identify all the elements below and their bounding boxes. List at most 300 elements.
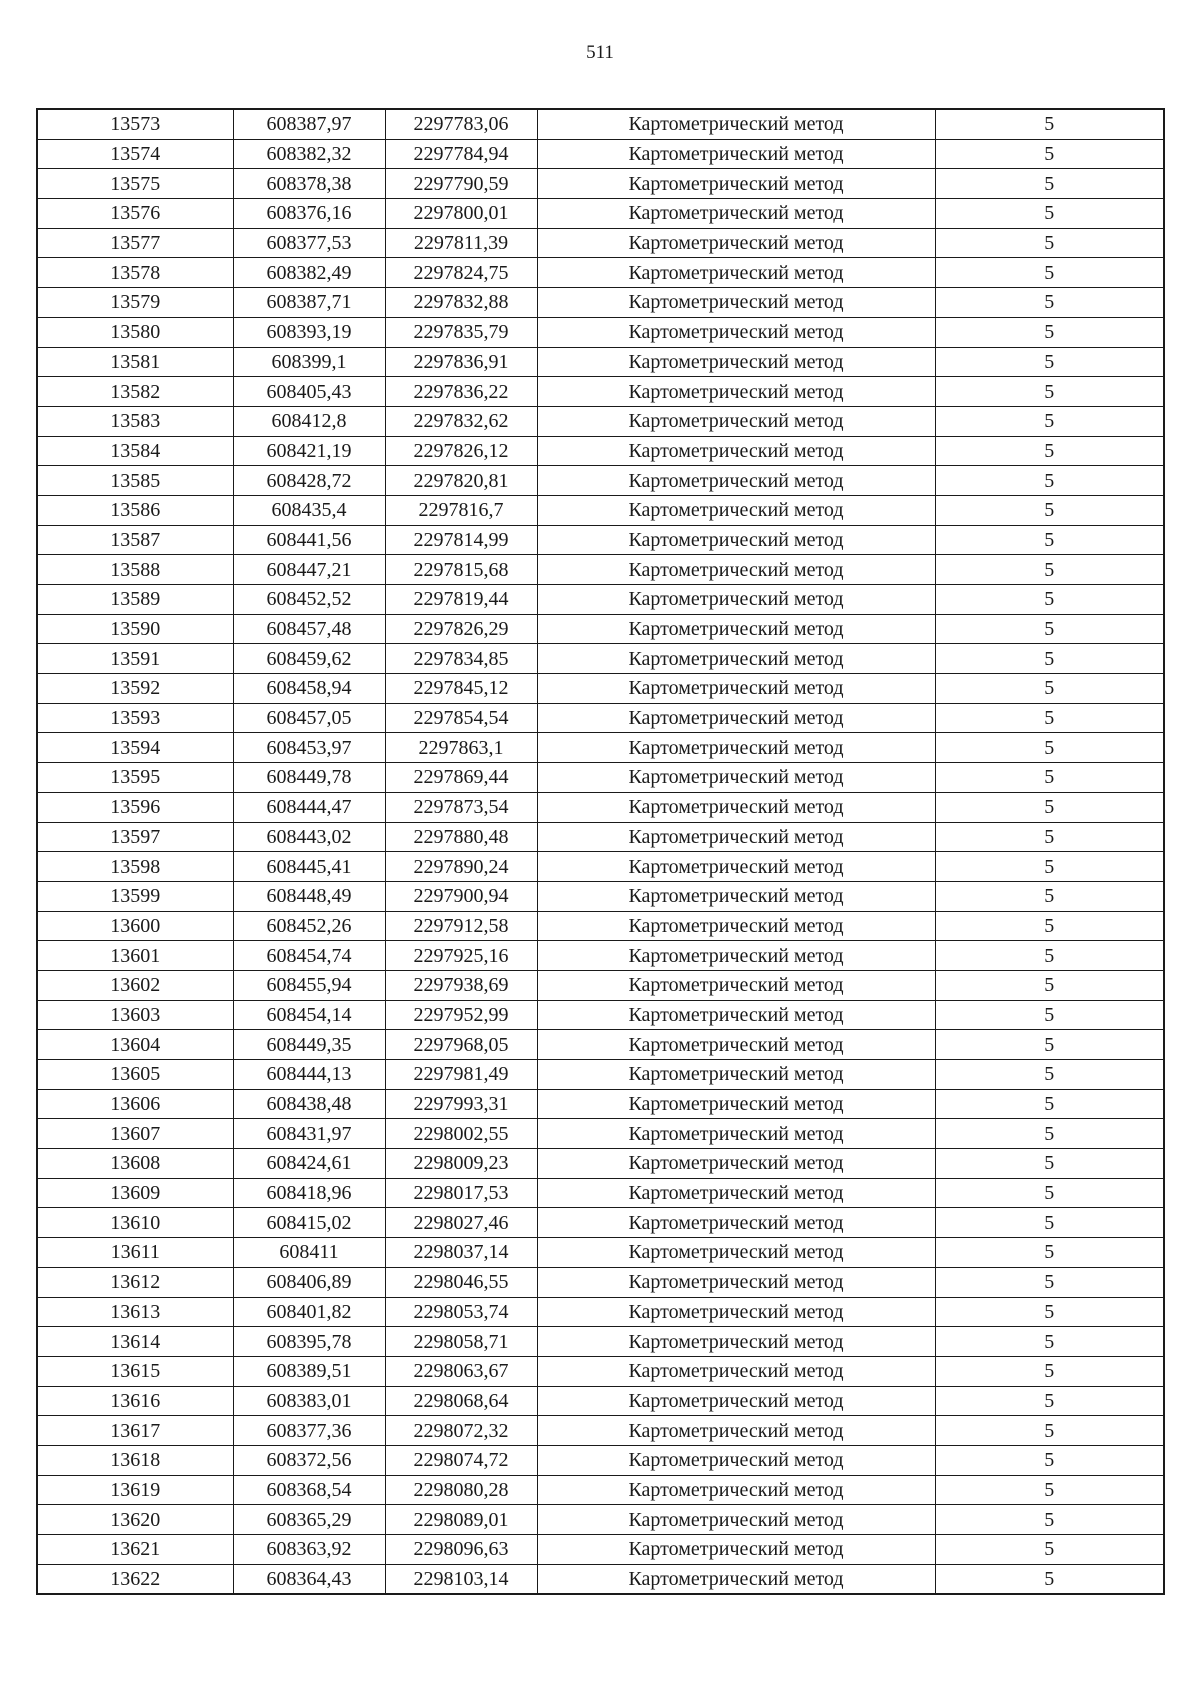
table-row: [37, 377, 1164, 407]
accuracy-cell: 5: [935, 347, 1164, 377]
table-row: [37, 941, 1164, 971]
method-cell: Картометрический метод: [537, 466, 935, 496]
accuracy-cell: 5: [935, 1208, 1164, 1238]
y-coordinate-cell: 2298037,14: [385, 1238, 537, 1268]
method-cell: Картометрический метод: [537, 763, 935, 793]
x-coordinate-cell: 608395,78: [233, 1327, 385, 1357]
coordinates-table: [36, 108, 1165, 1595]
x-coordinate-cell: 608455,94: [233, 970, 385, 1000]
point-number-cell: 13596: [37, 792, 233, 822]
accuracy-cell: 5: [935, 228, 1164, 258]
accuracy-cell: 5: [935, 139, 1164, 169]
table-row: [37, 1000, 1164, 1030]
table-row: [37, 822, 1164, 852]
x-coordinate-cell: 608383,01: [233, 1386, 385, 1416]
table-row: [37, 1386, 1164, 1416]
method-cell: Картометрический метод: [537, 169, 935, 199]
y-coordinate-cell: 2298053,74: [385, 1297, 537, 1327]
x-coordinate-cell: 608421,19: [233, 436, 385, 466]
x-coordinate-cell: 608363,92: [233, 1535, 385, 1565]
point-number-cell: 13580: [37, 317, 233, 347]
y-coordinate-cell: 2297832,62: [385, 406, 537, 436]
table-row: [37, 1475, 1164, 1505]
point-number-cell: 13575: [37, 169, 233, 199]
method-cell: Картометрический метод: [537, 288, 935, 318]
table-row: [37, 1208, 1164, 1238]
method-cell: Картометрический метод: [537, 1386, 935, 1416]
x-coordinate-cell: 608457,48: [233, 614, 385, 644]
y-coordinate-cell: 2298089,01: [385, 1505, 537, 1535]
method-cell: Картометрический метод: [537, 317, 935, 347]
method-cell: Картометрический метод: [537, 1297, 935, 1327]
x-coordinate-cell: 608424,61: [233, 1149, 385, 1179]
y-coordinate-cell: 2298027,46: [385, 1208, 537, 1238]
table-row: [37, 970, 1164, 1000]
x-coordinate-cell: 608448,49: [233, 881, 385, 911]
y-coordinate-cell: 2297952,99: [385, 1000, 537, 1030]
table-row: [37, 1119, 1164, 1149]
accuracy-cell: 5: [935, 792, 1164, 822]
x-coordinate-cell: 608405,43: [233, 377, 385, 407]
method-cell: Картометрический метод: [537, 1535, 935, 1565]
point-number-cell: 13602: [37, 970, 233, 1000]
point-number-cell: 13587: [37, 525, 233, 555]
point-number-cell: 13573: [37, 109, 233, 139]
table-row: [37, 169, 1164, 199]
point-number-cell: 13590: [37, 614, 233, 644]
y-coordinate-cell: 2298103,14: [385, 1564, 537, 1594]
y-coordinate-cell: 2297854,54: [385, 703, 537, 733]
table-row: [37, 1060, 1164, 1090]
method-cell: Картометрический метод: [537, 585, 935, 615]
x-coordinate-cell: 608365,29: [233, 1505, 385, 1535]
point-number-cell: 13621: [37, 1535, 233, 1565]
y-coordinate-cell: 2297912,58: [385, 911, 537, 941]
x-coordinate-cell: 608454,74: [233, 941, 385, 971]
y-coordinate-cell: 2297869,44: [385, 763, 537, 793]
point-number-cell: 13606: [37, 1089, 233, 1119]
accuracy-cell: 5: [935, 1267, 1164, 1297]
accuracy-cell: 5: [935, 674, 1164, 704]
point-number-cell: 13615: [37, 1356, 233, 1386]
point-number-cell: 13611: [37, 1238, 233, 1268]
x-coordinate-cell: 608452,26: [233, 911, 385, 941]
y-coordinate-cell: 2298017,53: [385, 1178, 537, 1208]
accuracy-cell: 5: [935, 1416, 1164, 1446]
x-coordinate-cell: 608418,96: [233, 1178, 385, 1208]
point-number-cell: 13608: [37, 1149, 233, 1179]
method-cell: Картометрический метод: [537, 733, 935, 763]
table-row: [37, 555, 1164, 585]
method-cell: Картометрический метод: [537, 703, 935, 733]
accuracy-cell: 5: [935, 614, 1164, 644]
x-coordinate-cell: 608458,94: [233, 674, 385, 704]
table-row: [37, 674, 1164, 704]
y-coordinate-cell: 2298074,72: [385, 1445, 537, 1475]
point-number-cell: 13589: [37, 585, 233, 615]
table-row: [37, 1564, 1164, 1594]
y-coordinate-cell: 2297890,24: [385, 852, 537, 882]
point-number-cell: 13578: [37, 258, 233, 288]
method-cell: Картометрический метод: [537, 822, 935, 852]
x-coordinate-cell: 608389,51: [233, 1356, 385, 1386]
accuracy-cell: 5: [935, 1445, 1164, 1475]
accuracy-cell: 5: [935, 1178, 1164, 1208]
y-coordinate-cell: 2297826,29: [385, 614, 537, 644]
accuracy-cell: 5: [935, 1327, 1164, 1357]
y-coordinate-cell: 2298096,63: [385, 1535, 537, 1565]
table-row: [37, 1356, 1164, 1386]
accuracy-cell: 5: [935, 941, 1164, 971]
x-coordinate-cell: 608441,56: [233, 525, 385, 555]
y-coordinate-cell: 2297826,12: [385, 436, 537, 466]
method-cell: Картометрический метод: [537, 1178, 935, 1208]
table-row: [37, 763, 1164, 793]
method-cell: Картометрический метод: [537, 792, 935, 822]
x-coordinate-cell: 608382,32: [233, 139, 385, 169]
x-coordinate-cell: 608368,54: [233, 1475, 385, 1505]
accuracy-cell: 5: [935, 1000, 1164, 1030]
point-number-cell: 13591: [37, 644, 233, 674]
method-cell: Картометрический метод: [537, 1060, 935, 1090]
method-cell: Картометрический метод: [537, 644, 935, 674]
accuracy-cell: 5: [935, 495, 1164, 525]
point-number-cell: 13583: [37, 406, 233, 436]
y-coordinate-cell: 2297981,49: [385, 1060, 537, 1090]
point-number-cell: 13600: [37, 911, 233, 941]
y-coordinate-cell: 2298072,32: [385, 1416, 537, 1446]
y-coordinate-cell: 2297820,81: [385, 466, 537, 496]
x-coordinate-cell: 608452,52: [233, 585, 385, 615]
coordinates-table-body: [37, 109, 1164, 1594]
point-number-cell: 13620: [37, 1505, 233, 1535]
accuracy-cell: 5: [935, 1060, 1164, 1090]
x-coordinate-cell: 608399,1: [233, 347, 385, 377]
method-cell: Картометрический метод: [537, 1238, 935, 1268]
point-number-cell: 13610: [37, 1208, 233, 1238]
y-coordinate-cell: 2297784,94: [385, 139, 537, 169]
point-number-cell: 13609: [37, 1178, 233, 1208]
point-number-cell: 13613: [37, 1297, 233, 1327]
y-coordinate-cell: 2297816,7: [385, 495, 537, 525]
x-coordinate-cell: 608382,49: [233, 258, 385, 288]
y-coordinate-cell: 2297938,69: [385, 970, 537, 1000]
method-cell: Картометрический метод: [537, 1505, 935, 1535]
x-coordinate-cell: 608435,4: [233, 495, 385, 525]
accuracy-cell: 5: [935, 466, 1164, 496]
accuracy-cell: 5: [935, 881, 1164, 911]
point-number-cell: 13617: [37, 1416, 233, 1446]
accuracy-cell: 5: [935, 1149, 1164, 1179]
accuracy-cell: 5: [935, 377, 1164, 407]
table-row: [37, 525, 1164, 555]
x-coordinate-cell: 608438,48: [233, 1089, 385, 1119]
y-coordinate-cell: 2297968,05: [385, 1030, 537, 1060]
point-number-cell: 13612: [37, 1267, 233, 1297]
accuracy-cell: 5: [935, 317, 1164, 347]
y-coordinate-cell: 2297836,91: [385, 347, 537, 377]
table-row: [37, 406, 1164, 436]
method-cell: Картометрический метод: [537, 228, 935, 258]
y-coordinate-cell: 2297993,31: [385, 1089, 537, 1119]
y-coordinate-cell: 2297819,44: [385, 585, 537, 615]
table-row: [37, 109, 1164, 139]
accuracy-cell: 5: [935, 109, 1164, 139]
x-coordinate-cell: 608449,35: [233, 1030, 385, 1060]
accuracy-cell: 5: [935, 1356, 1164, 1386]
accuracy-cell: 5: [935, 970, 1164, 1000]
y-coordinate-cell: 2297900,94: [385, 881, 537, 911]
method-cell: Картометрический метод: [537, 970, 935, 1000]
accuracy-cell: 5: [935, 733, 1164, 763]
x-coordinate-cell: 608415,02: [233, 1208, 385, 1238]
method-cell: Картометрический метод: [537, 555, 935, 585]
accuracy-cell: 5: [935, 1297, 1164, 1327]
table-row: [37, 1238, 1164, 1268]
accuracy-cell: 5: [935, 703, 1164, 733]
accuracy-cell: 5: [935, 1386, 1164, 1416]
x-coordinate-cell: 608406,89: [233, 1267, 385, 1297]
point-number-cell: 13622: [37, 1564, 233, 1594]
x-coordinate-cell: 608364,43: [233, 1564, 385, 1594]
y-coordinate-cell: 2297815,68: [385, 555, 537, 585]
point-number-cell: 13579: [37, 288, 233, 318]
method-cell: Картометрический метод: [537, 852, 935, 882]
method-cell: Картометрический метод: [537, 674, 935, 704]
method-cell: Картометрический метод: [537, 347, 935, 377]
accuracy-cell: 5: [935, 555, 1164, 585]
y-coordinate-cell: 2297790,59: [385, 169, 537, 199]
point-number-cell: 13585: [37, 466, 233, 496]
x-coordinate-cell: 608444,47: [233, 792, 385, 822]
point-number-cell: 13605: [37, 1060, 233, 1090]
point-number-cell: 13592: [37, 674, 233, 704]
x-coordinate-cell: 608412,8: [233, 406, 385, 436]
point-number-cell: 13614: [37, 1327, 233, 1357]
y-coordinate-cell: 2297783,06: [385, 109, 537, 139]
point-number-cell: 13603: [37, 1000, 233, 1030]
x-coordinate-cell: 608443,02: [233, 822, 385, 852]
point-number-cell: 13597: [37, 822, 233, 852]
method-cell: Картометрический метод: [537, 1416, 935, 1446]
table-row: [37, 347, 1164, 377]
x-coordinate-cell: 608454,14: [233, 1000, 385, 1030]
y-coordinate-cell: 2298009,23: [385, 1149, 537, 1179]
x-coordinate-cell: 608377,53: [233, 228, 385, 258]
method-cell: Картометрический метод: [537, 436, 935, 466]
point-number-cell: 13619: [37, 1475, 233, 1505]
table-row: [37, 466, 1164, 496]
x-coordinate-cell: 608411: [233, 1238, 385, 1268]
y-coordinate-cell: 2297880,48: [385, 822, 537, 852]
method-cell: Картометрический метод: [537, 1267, 935, 1297]
table-row: [37, 1267, 1164, 1297]
point-number-cell: 13594: [37, 733, 233, 763]
table-row: [37, 1030, 1164, 1060]
accuracy-cell: 5: [935, 258, 1164, 288]
y-coordinate-cell: 2297925,16: [385, 941, 537, 971]
y-coordinate-cell: 2297800,01: [385, 199, 537, 229]
x-coordinate-cell: 608459,62: [233, 644, 385, 674]
accuracy-cell: 5: [935, 288, 1164, 318]
method-cell: Картометрический метод: [537, 1445, 935, 1475]
y-coordinate-cell: 2297811,39: [385, 228, 537, 258]
table-row: [37, 644, 1164, 674]
y-coordinate-cell: 2297834,85: [385, 644, 537, 674]
y-coordinate-cell: 2298068,64: [385, 1386, 537, 1416]
y-coordinate-cell: 2297824,75: [385, 258, 537, 288]
point-number-cell: 13601: [37, 941, 233, 971]
y-coordinate-cell: 2298080,28: [385, 1475, 537, 1505]
table-row: [37, 703, 1164, 733]
y-coordinate-cell: 2298002,55: [385, 1119, 537, 1149]
point-number-cell: 13576: [37, 199, 233, 229]
x-coordinate-cell: 608457,05: [233, 703, 385, 733]
accuracy-cell: 5: [935, 406, 1164, 436]
x-coordinate-cell: 608387,71: [233, 288, 385, 318]
y-coordinate-cell: 2297814,99: [385, 525, 537, 555]
y-coordinate-cell: 2297873,54: [385, 792, 537, 822]
y-coordinate-cell: 2297836,22: [385, 377, 537, 407]
x-coordinate-cell: 608447,21: [233, 555, 385, 585]
y-coordinate-cell: 2297845,12: [385, 674, 537, 704]
accuracy-cell: 5: [935, 1089, 1164, 1119]
x-coordinate-cell: 608377,36: [233, 1416, 385, 1446]
table-row: [37, 1327, 1164, 1357]
x-coordinate-cell: 608453,97: [233, 733, 385, 763]
table-row: [37, 288, 1164, 318]
method-cell: Картометрический метод: [537, 1149, 935, 1179]
table-row: [37, 881, 1164, 911]
accuracy-cell: 5: [935, 1475, 1164, 1505]
x-coordinate-cell: 608444,13: [233, 1060, 385, 1090]
x-coordinate-cell: 608449,78: [233, 763, 385, 793]
point-number-cell: 13618: [37, 1445, 233, 1475]
method-cell: Картометрический метод: [537, 1089, 935, 1119]
method-cell: Картометрический метод: [537, 406, 935, 436]
accuracy-cell: 5: [935, 911, 1164, 941]
table-row: [37, 1149, 1164, 1179]
point-number-cell: 13582: [37, 377, 233, 407]
accuracy-cell: 5: [935, 852, 1164, 882]
method-cell: Картометрический метод: [537, 1208, 935, 1238]
accuracy-cell: 5: [935, 1535, 1164, 1565]
table-row: [37, 1535, 1164, 1565]
table-row: [37, 495, 1164, 525]
y-coordinate-cell: 2298058,71: [385, 1327, 537, 1357]
accuracy-cell: 5: [935, 199, 1164, 229]
method-cell: Картометрический метод: [537, 139, 935, 169]
accuracy-cell: 5: [935, 436, 1164, 466]
table-row: [37, 1416, 1164, 1446]
x-coordinate-cell: 608372,56: [233, 1445, 385, 1475]
table-row: [37, 1089, 1164, 1119]
method-cell: Картометрический метод: [537, 109, 935, 139]
table-row: [37, 317, 1164, 347]
method-cell: Картометрический метод: [537, 1327, 935, 1357]
method-cell: Картометрический метод: [537, 199, 935, 229]
point-number-cell: 13593: [37, 703, 233, 733]
method-cell: Картометрический метод: [537, 1030, 935, 1060]
point-number-cell: 13607: [37, 1119, 233, 1149]
accuracy-cell: 5: [935, 644, 1164, 674]
table-row: [37, 1297, 1164, 1327]
table-row: [37, 199, 1164, 229]
x-coordinate-cell: 608376,16: [233, 199, 385, 229]
table-row: [37, 614, 1164, 644]
x-coordinate-cell: 608393,19: [233, 317, 385, 347]
method-cell: Картометрический метод: [537, 258, 935, 288]
accuracy-cell: 5: [935, 169, 1164, 199]
method-cell: Картометрический метод: [537, 1356, 935, 1386]
method-cell: Картометрический метод: [537, 1000, 935, 1030]
y-coordinate-cell: 2297835,79: [385, 317, 537, 347]
accuracy-cell: 5: [935, 1119, 1164, 1149]
accuracy-cell: 5: [935, 585, 1164, 615]
method-cell: Картометрический метод: [537, 525, 935, 555]
y-coordinate-cell: 2297832,88: [385, 288, 537, 318]
table-row: [37, 911, 1164, 941]
y-coordinate-cell: 2298046,55: [385, 1267, 537, 1297]
table-row: [37, 436, 1164, 466]
table-row: [37, 1505, 1164, 1535]
point-number-cell: 13616: [37, 1386, 233, 1416]
page-number: 511: [586, 42, 614, 63]
method-cell: Картометрический метод: [537, 1475, 935, 1505]
table-row: [37, 139, 1164, 169]
y-coordinate-cell: 2297863,1: [385, 733, 537, 763]
point-number-cell: 13588: [37, 555, 233, 585]
y-coordinate-cell: 2298063,67: [385, 1356, 537, 1386]
method-cell: Картометрический метод: [537, 941, 935, 971]
table-row: [37, 258, 1164, 288]
point-number-cell: 13586: [37, 495, 233, 525]
method-cell: Картометрический метод: [537, 911, 935, 941]
accuracy-cell: 5: [935, 763, 1164, 793]
accuracy-cell: 5: [935, 1238, 1164, 1268]
method-cell: Картометрический метод: [537, 881, 935, 911]
table-row: [37, 1445, 1164, 1475]
method-cell: Картометрический метод: [537, 1564, 935, 1594]
point-number-cell: 13595: [37, 763, 233, 793]
x-coordinate-cell: 608378,38: [233, 169, 385, 199]
table-row: [37, 852, 1164, 882]
x-coordinate-cell: 608428,72: [233, 466, 385, 496]
point-number-cell: 13584: [37, 436, 233, 466]
accuracy-cell: 5: [935, 525, 1164, 555]
table-row: [37, 1178, 1164, 1208]
accuracy-cell: 5: [935, 1564, 1164, 1594]
point-number-cell: 13598: [37, 852, 233, 882]
x-coordinate-cell: 608431,97: [233, 1119, 385, 1149]
point-number-cell: 13581: [37, 347, 233, 377]
accuracy-cell: 5: [935, 822, 1164, 852]
table-row: [37, 585, 1164, 615]
point-number-cell: 13604: [37, 1030, 233, 1060]
table-row: [37, 792, 1164, 822]
x-coordinate-cell: 608401,82: [233, 1297, 385, 1327]
method-cell: Картометрический метод: [537, 495, 935, 525]
x-coordinate-cell: 608445,41: [233, 852, 385, 882]
accuracy-cell: 5: [935, 1030, 1164, 1060]
method-cell: Картометрический метод: [537, 1119, 935, 1149]
table-row: [37, 733, 1164, 763]
point-number-cell: 13577: [37, 228, 233, 258]
point-number-cell: 13574: [37, 139, 233, 169]
method-cell: Картометрический метод: [537, 614, 935, 644]
accuracy-cell: 5: [935, 1505, 1164, 1535]
method-cell: Картометрический метод: [537, 377, 935, 407]
